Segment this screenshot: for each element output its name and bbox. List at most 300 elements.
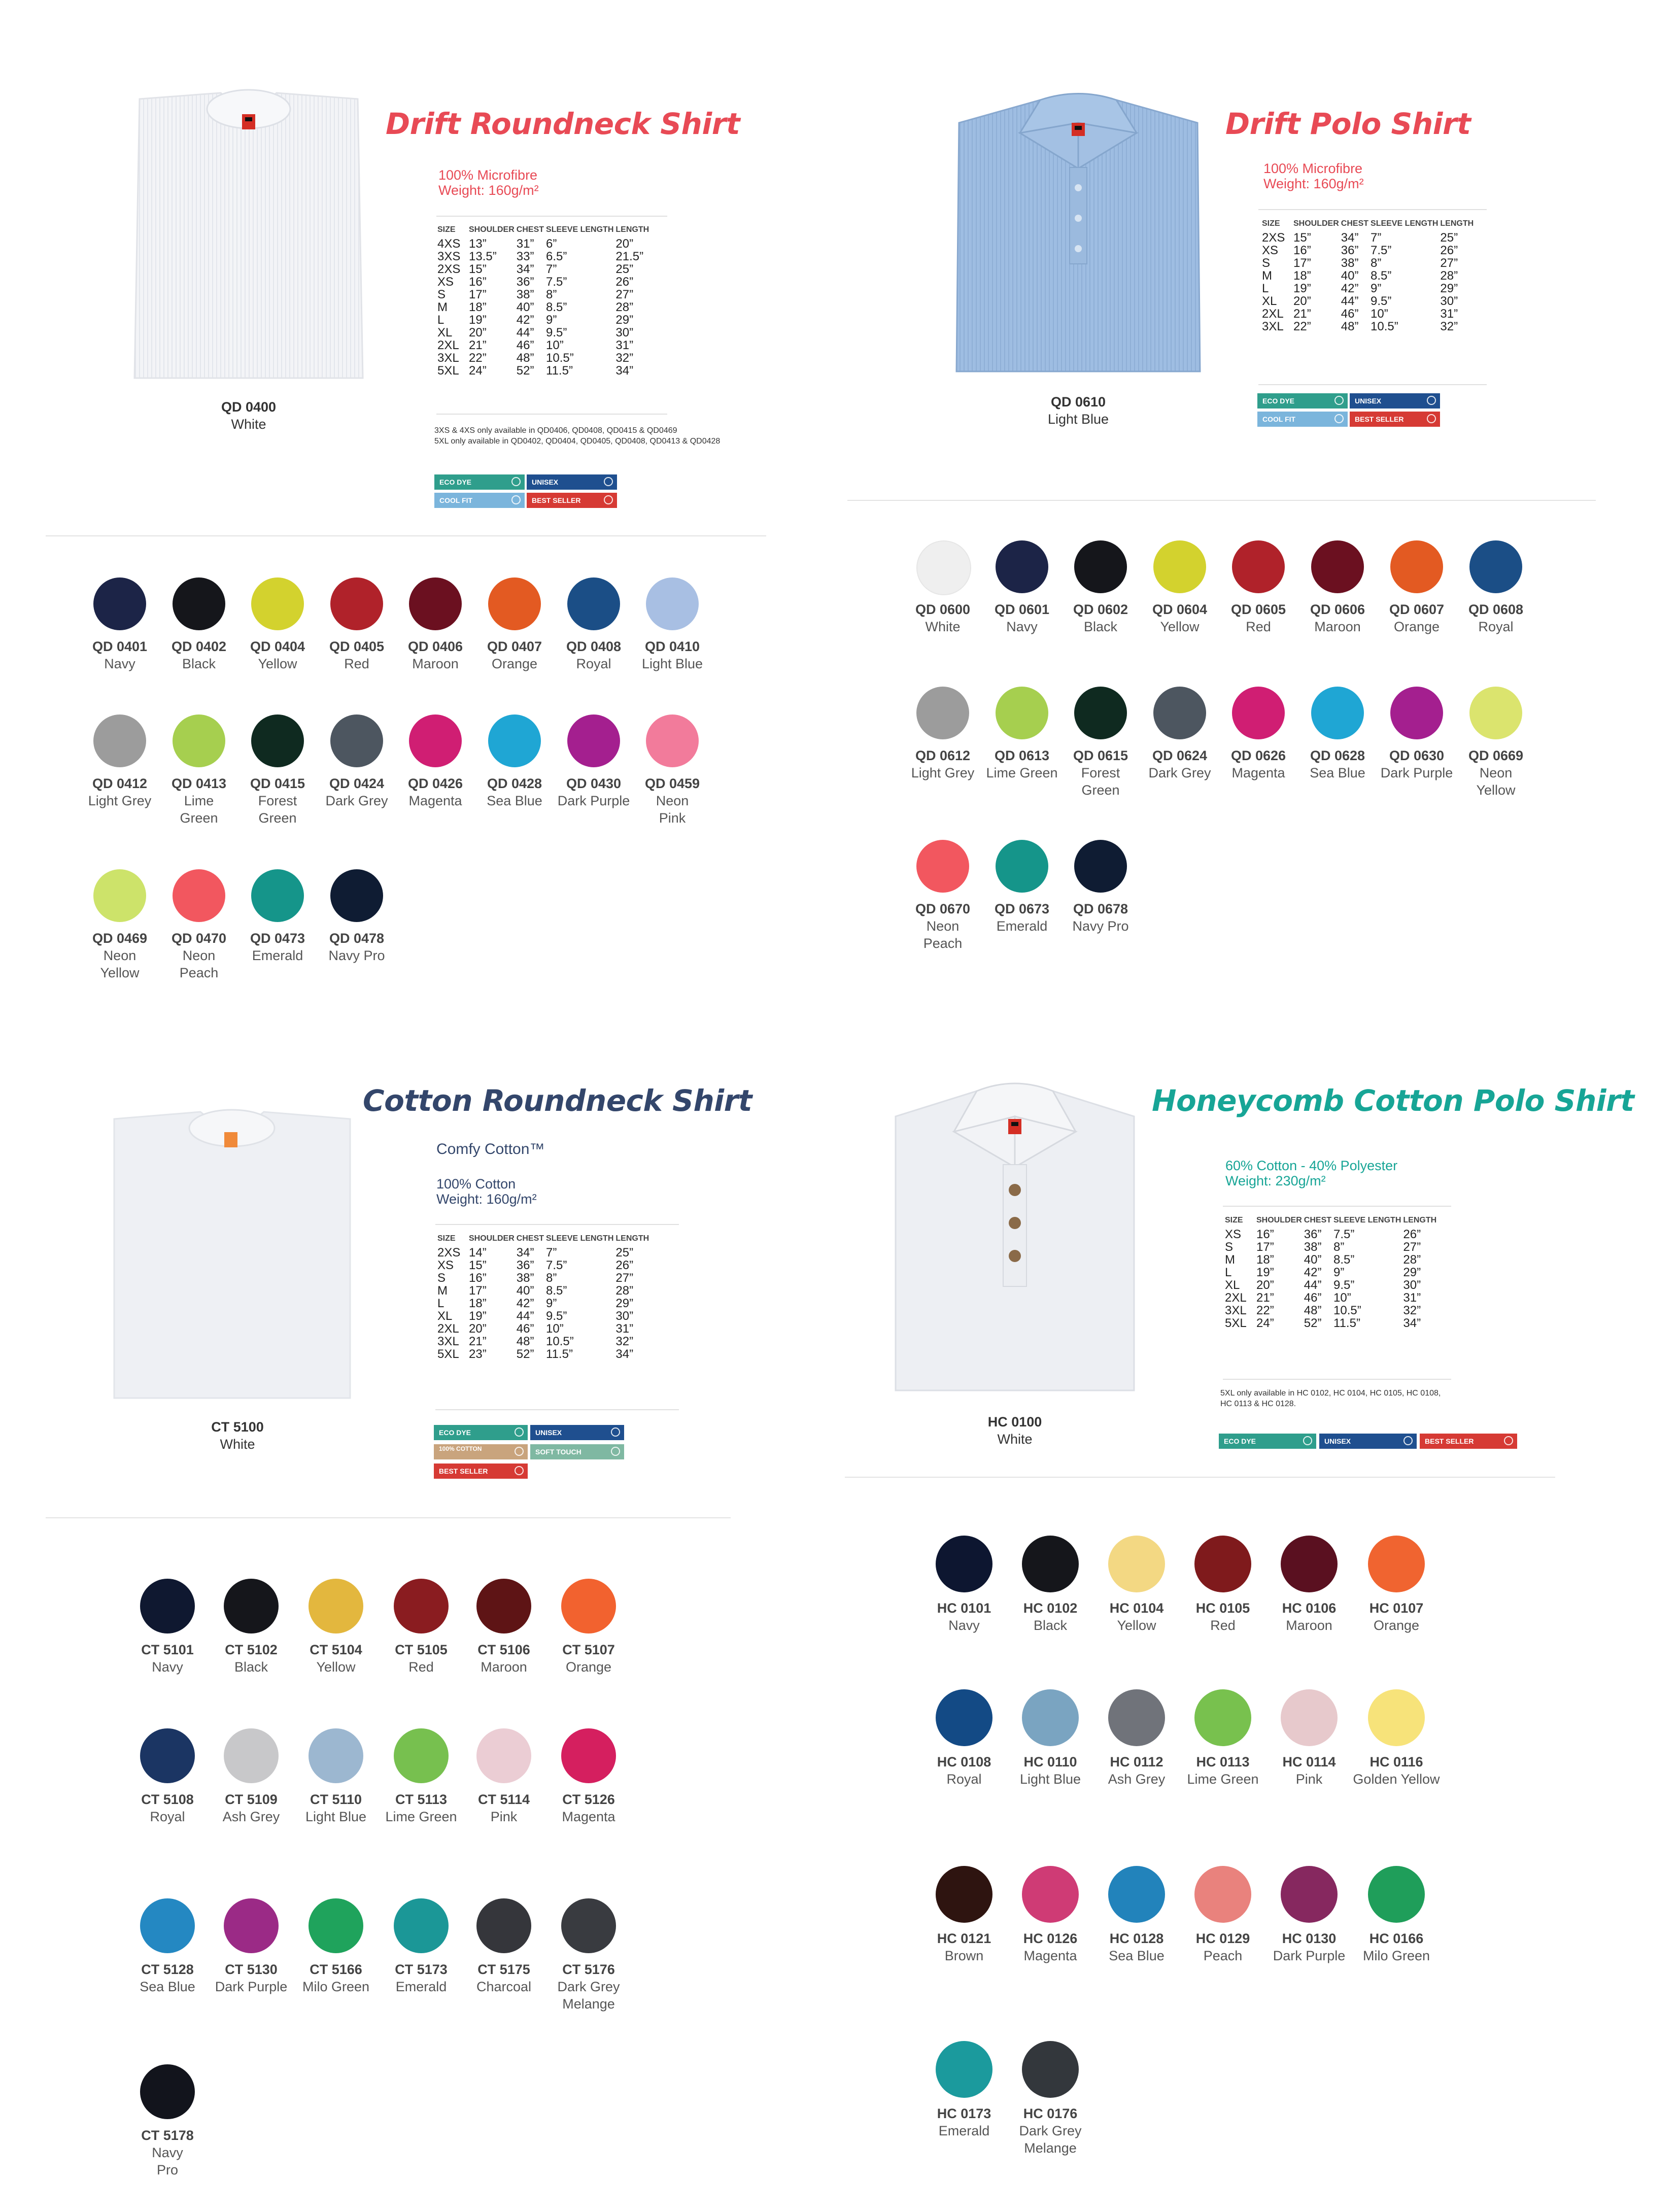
color-swatch-label (918, 1930, 1010, 1964)
color-name: Yellow (1117, 1618, 1156, 1633)
color-name: Yellow (1160, 619, 1200, 634)
size-chart-cell: 3XS (437, 250, 461, 263)
color-swatch[interactable] (140, 1898, 195, 1953)
size-chart-cell: 11.5” (546, 1347, 573, 1361)
color-swatch[interactable] (1074, 840, 1127, 893)
item-color-name: White (220, 1437, 255, 1452)
size-chart-cell: 19” (469, 313, 487, 327)
color-swatch[interactable] (936, 1536, 992, 1592)
color-code: QD 0628 (1310, 748, 1365, 763)
color-swatch[interactable] (488, 577, 541, 630)
color-swatch[interactable] (1074, 540, 1127, 593)
gender-icon (1403, 1436, 1413, 1445)
color-code: HC 0173 (937, 2106, 991, 2121)
size-chart-cell: 16” (1293, 244, 1311, 257)
color-name: Dark Purple (557, 793, 630, 808)
badge-eco-dye: ECO DYE (434, 474, 525, 490)
color-swatch[interactable] (1232, 540, 1285, 593)
size-chart-cell: 15” (469, 262, 487, 276)
size-chart-cell: XL (437, 1309, 453, 1323)
size-chart-cell: 38” (1341, 256, 1359, 270)
color-swatch[interactable] (1281, 1536, 1338, 1592)
color-swatch[interactable] (1194, 1866, 1251, 1923)
color-code: CT 5107 (562, 1642, 615, 1657)
color-swatch-label (153, 638, 245, 672)
color-swatch[interactable] (1108, 1866, 1165, 1923)
size-chart-cell: 16” (469, 1271, 487, 1285)
color-name: Navy (1006, 619, 1038, 634)
color-code: CT 5176 (562, 1962, 615, 1977)
color-swatch[interactable] (1368, 1689, 1425, 1746)
color-swatch[interactable] (646, 577, 699, 630)
size-chart-cell: 10” (1371, 307, 1388, 321)
item-color-name: Light Blue (1047, 412, 1109, 427)
size-chart-row (437, 276, 651, 288)
badge-cool-fit: COOL FIT (1257, 412, 1348, 427)
color-swatch[interactable] (330, 714, 383, 767)
color-swatch[interactable] (1022, 1866, 1079, 1923)
divider (435, 1409, 679, 1410)
size-chart-cell: 9” (1371, 282, 1382, 295)
color-swatch[interactable] (936, 1866, 992, 1923)
size-chart-cell: 22” (1293, 320, 1311, 333)
size-chart-cell: 27” (1440, 256, 1458, 270)
feature-badges (434, 474, 620, 510)
color-swatch-label (206, 1961, 297, 1995)
product-title: Drift Roundneck Shirt (386, 107, 740, 141)
badge-unisex: UNISEX (1319, 1434, 1417, 1449)
color-code: HC 0108 (937, 1754, 991, 1769)
color-code: HC 0114 (1282, 1754, 1336, 1769)
color-name: Magenta (562, 1809, 615, 1824)
color-code: QD 0415 (250, 776, 305, 791)
color-code: QD 0615 (1073, 748, 1128, 763)
size-chart-cell: 4XS (437, 237, 461, 251)
size-chart-cell: 2XL (437, 1322, 459, 1336)
color-swatch[interactable] (916, 687, 969, 739)
size-chart-cell: 40” (516, 1284, 534, 1298)
note-line: 5XL only available in HC 0102, HC 0104, HC 0105, HC 0108, (1220, 1389, 1441, 1398)
color-swatch[interactable] (1311, 687, 1364, 739)
color-swatch[interactable] (394, 1898, 449, 1953)
color-swatch[interactable] (1390, 687, 1443, 739)
size-chart-cell: 20” (1256, 1278, 1274, 1292)
size-chart-row (437, 301, 651, 314)
color-swatch[interactable] (1108, 1689, 1165, 1746)
size-chart-cell: 19” (1256, 1266, 1274, 1279)
color-swatch-label (1213, 601, 1304, 635)
size-chart-row (1225, 1228, 1439, 1241)
color-swatch-label (153, 775, 245, 827)
color-swatch[interactable] (173, 714, 225, 767)
color-swatch-label (1263, 1930, 1355, 1964)
size-chart-cell: 26” (615, 275, 634, 289)
size-chart-cell: 44” (516, 326, 534, 339)
note-line: 5XL only available in QD0402, QD0404, QD0405, QD0408, QD0413 & QD0428 (434, 437, 721, 446)
size-chart-cell: 3XL (1225, 1304, 1247, 1317)
size-chart-cell: 30” (615, 326, 634, 339)
size-chart-header (1262, 217, 1476, 231)
leaf-icon (1334, 396, 1344, 405)
feature-badges (434, 1425, 627, 1486)
color-code: CT 5128 (141, 1962, 194, 1977)
size-chart-cell: 7.5” (546, 1258, 567, 1272)
color-swatch[interactable] (1368, 1536, 1425, 1592)
size-chart-row (1225, 1291, 1439, 1304)
size-chart-cell: 32” (615, 351, 634, 365)
fabric-weight: Weight: 230g/m² (1225, 1173, 1326, 1188)
size-chart-cell: 7.5” (1371, 244, 1392, 257)
color-code: CT 5101 (141, 1642, 194, 1657)
color-swatch[interactable] (224, 1579, 279, 1634)
color-swatch[interactable] (330, 577, 383, 630)
color-code: QD 0401 (92, 639, 148, 654)
color-swatch-label (627, 775, 718, 827)
color-swatch[interactable] (251, 577, 304, 630)
size-chart-cell: 11.5” (1333, 1316, 1360, 1330)
color-swatch-label (548, 638, 639, 672)
size-chart-cell: 29” (615, 1297, 634, 1310)
color-swatch[interactable] (476, 1579, 531, 1634)
size-chart-cell: 14” (469, 1246, 487, 1260)
badge-eco-dye: ECO DYE (434, 1425, 528, 1440)
size-chart-cell: 28” (615, 1284, 634, 1298)
color-name: Yellow (1476, 782, 1516, 798)
color-code: QD 0600 (915, 602, 971, 617)
color-code: HC 0176 (1023, 2106, 1078, 2121)
color-swatch[interactable] (409, 577, 462, 630)
badge-best-seller: BEST SELLER (1420, 1434, 1517, 1449)
size-chart-row (437, 1297, 651, 1310)
color-swatch-label (627, 638, 718, 672)
color-swatch[interactable] (476, 1728, 531, 1783)
section-divider (46, 1517, 731, 1518)
size-chart-row (437, 364, 651, 377)
color-swatch[interactable] (1153, 540, 1206, 593)
color-code: HC 0105 (1195, 1601, 1250, 1616)
color-name: Neon (926, 918, 960, 934)
size-chart-cell: 21” (1293, 307, 1311, 321)
color-swatch-label (390, 638, 481, 672)
color-name: Golden Yellow (1353, 1772, 1440, 1787)
size-chart-row (437, 1284, 651, 1297)
color-code: CT 5126 (562, 1792, 615, 1807)
color-code: QD 0607 (1389, 602, 1445, 617)
availability-notes (1220, 1388, 1441, 1409)
color-name: Maroon (481, 1659, 527, 1675)
leaf-icon (511, 477, 521, 486)
color-swatch[interactable] (93, 714, 146, 767)
size-chart-cell: 34” (1403, 1316, 1421, 1330)
availability-notes (434, 425, 720, 447)
size-chart-cell: 19” (1293, 282, 1311, 295)
gender-icon (611, 1427, 620, 1437)
badge-unisex: UNISEX (530, 1425, 624, 1440)
size-chart-cell: 21.5” (615, 250, 644, 263)
size-chart-cell: 29” (615, 313, 634, 327)
size-chart-cell: XS (437, 275, 454, 289)
color-swatch[interactable] (1281, 1689, 1338, 1746)
size-chart-cell: 34” (615, 1347, 634, 1361)
color-swatch[interactable] (1390, 540, 1443, 593)
fabric-material: 100% Cotton (436, 1176, 516, 1192)
color-swatch[interactable] (409, 714, 462, 767)
color-swatch[interactable] (567, 577, 620, 630)
color-code: QD 0670 (915, 901, 971, 916)
color-swatch[interactable] (309, 1579, 363, 1634)
color-swatch[interactable] (996, 840, 1048, 893)
color-name: Pro (156, 2162, 179, 2177)
size-chart-column-header: SIZE (437, 225, 456, 234)
size-chart-cell: 2XL (1225, 1291, 1247, 1305)
color-swatch[interactable] (173, 577, 225, 630)
color-swatch[interactable] (1469, 540, 1522, 593)
badge-cool-fit: COOL FIT (434, 493, 525, 508)
color-name: Orange (1373, 1618, 1420, 1633)
color-swatch[interactable] (251, 714, 304, 767)
color-swatch[interactable] (140, 2064, 195, 2119)
size-chart-row (437, 1335, 651, 1348)
color-name: Light Blue (641, 656, 703, 671)
size-chart-cell: 20” (1293, 294, 1311, 308)
size-chart-cell: 36” (1341, 244, 1359, 257)
color-swatch-label (1351, 1600, 1442, 1634)
color-name: Red (344, 656, 369, 671)
color-swatch[interactable] (936, 1689, 992, 1746)
size-chart-cell: 8” (1371, 256, 1382, 270)
color-swatch[interactable] (916, 540, 971, 595)
size-chart-cell: 30” (1440, 294, 1458, 308)
size-chart-column-header: SHOULDER (469, 225, 515, 234)
color-swatch[interactable] (224, 1898, 279, 1953)
color-swatch[interactable] (1074, 687, 1127, 739)
size-chart-cell: 34” (516, 1246, 534, 1260)
size-chart-row (437, 263, 651, 276)
color-swatch-label (458, 1791, 550, 1825)
color-swatch[interactable] (1469, 687, 1522, 739)
color-swatch[interactable] (1108, 1536, 1165, 1592)
color-name: Magenta (408, 793, 462, 808)
color-code: QD 0428 (487, 776, 542, 791)
color-code: CT 5113 (395, 1792, 448, 1807)
color-name: Neon (656, 793, 689, 808)
color-name: Melange (562, 1996, 615, 2012)
size-chart-cell: 29” (1440, 282, 1458, 295)
gender-icon (1427, 396, 1436, 405)
color-swatch[interactable] (394, 1579, 449, 1634)
size-chart-column-header: CHEST (1304, 1216, 1332, 1224)
color-swatch[interactable] (1232, 687, 1285, 739)
color-code: QD 0413 (171, 776, 227, 791)
color-code: QD 0406 (407, 639, 463, 654)
color-name: Royal (576, 656, 611, 671)
color-swatch-label (543, 1961, 634, 2013)
color-swatch[interactable] (646, 714, 699, 767)
color-code: HC 0107 (1369, 1601, 1424, 1616)
color-name: Lime (184, 793, 214, 808)
color-swatch[interactable] (996, 687, 1048, 739)
fabric-material: 100% Microfibre (1263, 161, 1363, 176)
badge-soft-touch: SOFT TOUCH (530, 1444, 624, 1459)
size-chart-column-header: SLEEVE LENGTH (1371, 219, 1439, 228)
color-code: QD 0478 (329, 931, 385, 946)
size-chart-cell: 5XL (437, 364, 459, 378)
size-chart-cell: 42” (516, 1297, 534, 1310)
size-chart-cell: 26” (615, 1258, 634, 1272)
size-chart-cell: 27” (615, 288, 634, 301)
section-divider (847, 500, 1596, 501)
feature-badges (1257, 393, 1443, 429)
color-code: QD 0469 (92, 931, 148, 946)
color-code: CT 5110 (310, 1792, 362, 1807)
color-swatch[interactable] (1022, 1536, 1079, 1592)
color-swatch[interactable] (916, 840, 969, 893)
size-chart-row (1262, 244, 1476, 257)
color-name: Green (180, 810, 218, 826)
color-name: Dark Grey (557, 1979, 620, 1994)
color-swatch[interactable] (140, 1579, 195, 1634)
color-name: Red (1210, 1618, 1236, 1633)
color-name: Magenta (1023, 1948, 1077, 1963)
size-chart (1262, 217, 1476, 333)
size-chart-cell: 17” (469, 1284, 487, 1298)
size-chart-cell: 11.5” (546, 364, 573, 378)
shirt-image (112, 1109, 353, 1401)
size-chart-row (1262, 231, 1476, 244)
color-name: Charcoal (476, 1979, 532, 1994)
color-swatch[interactable] (561, 1728, 616, 1783)
color-code: QD 0602 (1073, 602, 1128, 617)
color-swatch-label (375, 1791, 467, 1825)
color-name: Dark Purple (215, 1979, 288, 1994)
size-chart-cell: XL (1225, 1278, 1240, 1292)
color-swatch[interactable] (309, 1728, 363, 1783)
size-chart-cell: 32” (1440, 320, 1458, 333)
size-chart-row (437, 1246, 651, 1259)
color-swatch[interactable] (1022, 2041, 1079, 2098)
size-chart-cell: 46” (1341, 307, 1359, 321)
color-swatch[interactable] (140, 1728, 195, 1783)
size-chart-cell: 18” (1293, 269, 1311, 283)
color-swatch[interactable] (1194, 1536, 1251, 1592)
color-swatch-label (311, 775, 402, 809)
size-chart-cell: L (1225, 1266, 1232, 1279)
color-code: CT 5173 (395, 1962, 448, 1977)
size-chart-row (437, 314, 651, 326)
size-chart-column-header: CHEST (516, 1234, 544, 1243)
size-chart-cell: 24” (1256, 1316, 1274, 1330)
color-swatch[interactable] (394, 1728, 449, 1783)
color-code: QD 0402 (171, 639, 227, 654)
color-code: QD 0404 (250, 639, 305, 654)
size-chart-cell: 16” (469, 275, 487, 289)
color-swatch-label (122, 1641, 213, 1676)
size-chart-cell: 20” (469, 1322, 487, 1336)
size-chart-row (1225, 1317, 1439, 1330)
size-chart-cell: 2XL (1262, 307, 1284, 321)
color-swatch[interactable] (173, 869, 225, 922)
color-swatch[interactable] (561, 1579, 616, 1634)
color-swatch[interactable] (476, 1898, 531, 1953)
cotton-icon (515, 1447, 524, 1456)
color-swatch-label (543, 1791, 634, 1825)
color-swatch[interactable] (224, 1728, 279, 1783)
color-code: QD 0424 (329, 776, 385, 791)
color-name: Navy (152, 1659, 183, 1675)
color-swatch[interactable] (93, 577, 146, 630)
size-chart-cell: 8” (1333, 1240, 1345, 1254)
size-chart-cell: 48” (1304, 1304, 1322, 1317)
color-swatch[interactable] (1281, 1866, 1338, 1923)
color-code: HC 0129 (1195, 1931, 1250, 1946)
color-code: HC 0128 (1109, 1931, 1164, 1946)
color-swatch[interactable] (561, 1898, 616, 1953)
color-swatch[interactable] (251, 869, 304, 922)
fabric-material: 60% Cotton - 40% Polyester (1225, 1158, 1398, 1173)
size-chart-cell: 22” (1256, 1304, 1274, 1317)
product-title: Honeycomb Cotton Polo Shirt (1152, 1083, 1634, 1118)
color-name: Orange (565, 1659, 612, 1675)
size-chart-column-header: SLEEVE LENGTH (546, 225, 614, 234)
color-swatch[interactable] (93, 869, 146, 922)
color-swatch[interactable] (567, 714, 620, 767)
size-chart-cell: 8” (546, 288, 557, 301)
color-swatch[interactable] (1368, 1866, 1425, 1923)
size-chart-cell: 8.5” (546, 300, 567, 314)
main-item-caption (1028, 393, 1129, 428)
color-swatch[interactable] (1153, 687, 1206, 739)
color-swatch[interactable] (309, 1898, 363, 1953)
size-chart-cell: 13” (469, 237, 487, 251)
color-code: HC 0106 (1282, 1601, 1337, 1616)
color-swatch-label (1351, 1930, 1442, 1964)
size-chart-cell: 42” (1341, 282, 1359, 295)
size-chart-column-header: LENGTH (1403, 1216, 1437, 1224)
size-chart-cell: 52” (1304, 1316, 1322, 1330)
color-swatch[interactable] (1022, 1689, 1079, 1746)
size-chart-cell: 9.5” (546, 1309, 567, 1323)
medal-icon (515, 1466, 524, 1475)
size-chart-cell: 21” (1256, 1291, 1274, 1305)
size-chart-row (1225, 1241, 1439, 1253)
size-chart-cell: 32” (615, 1335, 634, 1348)
size-chart (437, 223, 651, 377)
item-code: CT 5100 (211, 1419, 264, 1435)
color-swatch-label (1134, 601, 1225, 635)
color-swatch[interactable] (1311, 540, 1364, 593)
gender-icon (604, 477, 613, 486)
fabric-info (436, 1176, 537, 1207)
size-chart-cell: 9” (546, 313, 557, 327)
color-swatch-label (1371, 601, 1462, 635)
color-name: Pink (490, 1809, 518, 1824)
size-chart-cell: 10” (1333, 1291, 1351, 1305)
color-swatch[interactable] (996, 540, 1048, 593)
color-swatch[interactable] (1194, 1689, 1251, 1746)
color-name: Neon (1479, 765, 1513, 780)
badge-unisex: UNISEX (527, 474, 617, 490)
fabric-weight: Weight: 160g/m² (438, 183, 539, 198)
color-swatch[interactable] (488, 714, 541, 767)
color-swatch[interactable] (936, 2041, 992, 2098)
size-chart-row (1262, 295, 1476, 308)
color-swatch[interactable] (330, 869, 383, 922)
size-chart (1225, 1214, 1439, 1330)
divider (436, 216, 667, 217)
color-swatch-label (1263, 1753, 1355, 1788)
size-chart-cell: 42” (516, 313, 534, 327)
color-swatch-label (1450, 601, 1542, 635)
